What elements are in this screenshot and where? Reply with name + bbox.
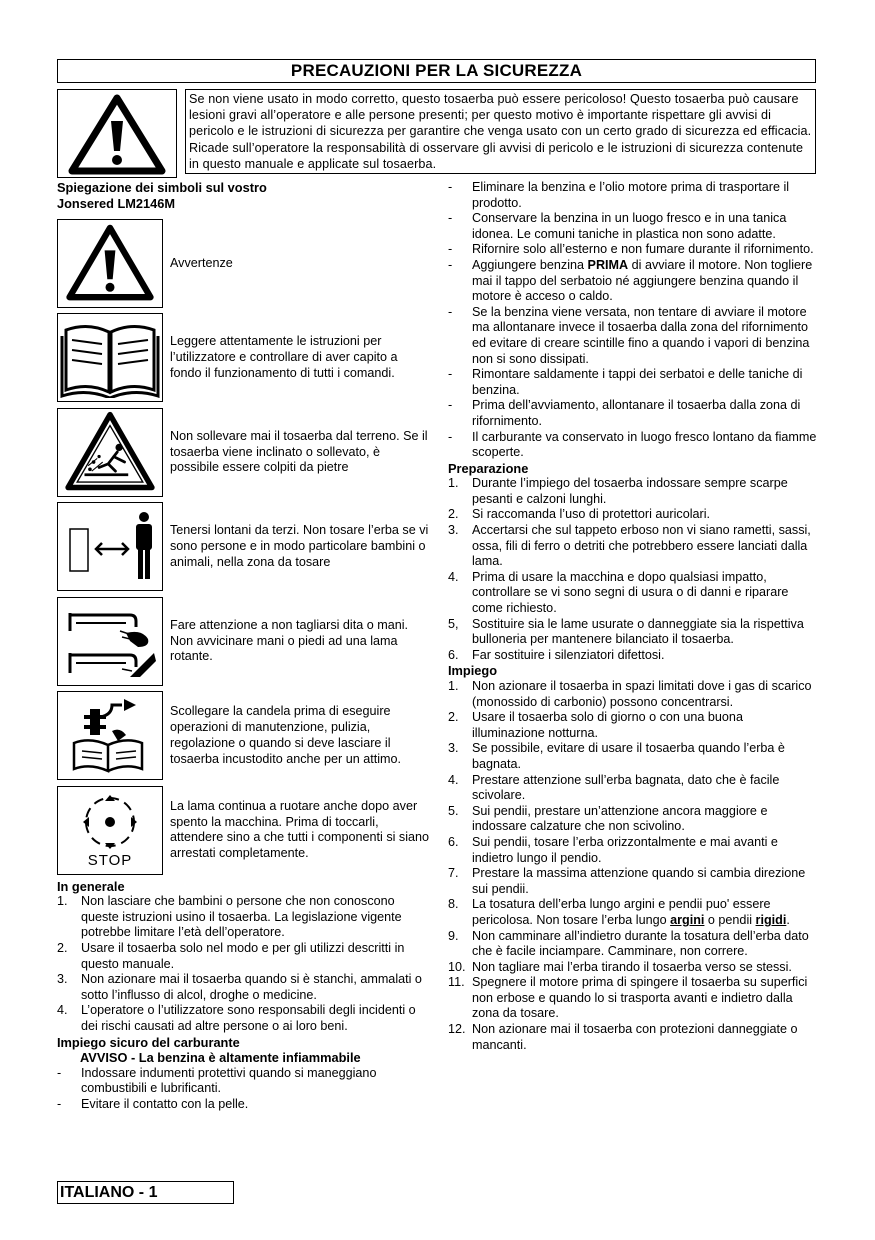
list-item: - Il carburante va conservato in luogo fresco lontano da fiamme scoperte. — [448, 429, 817, 460]
warning-triangle-icon — [67, 93, 167, 175]
list-item: - Eliminare la benzina e l’olio motore prima di trasportare il prodotto. — [448, 180, 790, 210]
warning-triangle-icon — [65, 223, 155, 303]
fuel-warning: AVVISO - La benzina è altamente infiammabile — [80, 1050, 361, 1066]
manual-book-icon — [60, 318, 160, 398]
symbol-row — [57, 689, 430, 784]
symbol-text: Fare attenzione a non tagliarsi dita o mani. Non avvicinare mani o piedi ad una lama rotante. — [170, 617, 409, 664]
right-column — [448, 180, 818, 1053]
list-item: 9. Non camminare all’indietro durante la tosatura dell’erba dato che è facile inciampare. Camminare, non correre. — [448, 928, 809, 959]
list-item: 5. Sui pendii, prestare un’attenzione ancora maggiore e indossare calzature che non scivolino. — [448, 803, 768, 834]
general-list — [57, 894, 430, 1034]
symbol-row — [57, 594, 430, 689]
list-item: 4. L’operatore o l’utilizzatore sono responsabili degli incidenti o dei rischi causati ad altre persone o ai loro beni. — [57, 1003, 416, 1034]
symbol-text: Avvertenze — [170, 255, 233, 270]
header-warning-icon — [57, 89, 177, 178]
list-item: - Se la benzina viene versata, non tentare di avviare il motore ma allontanare invece il tosaerba dalla zona del rifornimento ed evitare di creare scintille fino a quando i vapori di benzina non si sono dissipati. — [448, 304, 810, 366]
symbols-heading: Spiegazione dei simboli sul vostro Jonsered LM2146M — [57, 180, 267, 211]
list-item: 2. Usare il tosaerba solo nel modo e per gli utilizzi descritti in questo manuale. — [57, 941, 405, 971]
fuel-list-left — [57, 1066, 430, 1113]
page-footer: ITALIANO - 1 — [57, 1181, 234, 1204]
list-item: 1. Non azionare il tosaerba in spazi limitati dove i gas di scarico (monossido di carbonio) possono concentrarsi. — [448, 679, 812, 709]
list-item: 6. Far sostituire i silenziatori difettosi. — [448, 647, 665, 662]
list-item: 12. Non azionare mai il tosaerba con protezioni danneggiate o mancanti. — [448, 1022, 798, 1052]
list-item: 4. Prestare attenzione sull’erba bagnata, dato che è facile scivolare. — [448, 772, 780, 803]
list-item: 7. Prestare la massima attenzione quando si cambia direzione sui pendii. — [448, 866, 806, 896]
symbol-row — [57, 405, 430, 500]
symbol-text: Non sollevare mai il tosaerba dal terreno. Se il tosaerba viene inclinato o sollevato, è possibile essere colpiti da pietre — [170, 428, 428, 475]
list-item: - Prima dell’avviamento, allontanare il tosaerba dalla zona di rifornimento. — [448, 398, 801, 428]
use-heading: Impiego — [448, 663, 498, 679]
symbol-row — [57, 216, 430, 311]
list-item: 8. La tosatura dell’erba lungo argini e pendii puo' essere pericolosa. Non tosare l’erba lungo argini o pendii rigidi. — [448, 897, 790, 927]
list-item: - Evitare il contatto con la pelle. — [57, 1097, 249, 1111]
list-item: - Rifornire solo all’esterno e non fumare durante il rifornimento. — [448, 242, 814, 257]
fuel-heading: Impiego sicuro del carburante — [57, 1034, 240, 1050]
list-item: 1. Durante l’impiego del tosaerba indossare sempre scarpe pesanti e calzoni lunghi. — [448, 476, 788, 506]
list-item: 1. Non lasciare che bambini o persone che non conoscono queste istruzioni usino il tosaerba. La legislazione vigente potrebbe limitare l’età dell’operatore. — [57, 894, 402, 940]
list-item: - Indossare indumenti protettivi quando si maneggiano combustibili e lubrificanti. — [57, 1065, 377, 1096]
symbol-text: La lama continua a ruotare anche dopo aver spento la macchina. Prima di toccarli, attendere sino a che tutti i componenti si siano arrestati completamente. — [170, 798, 430, 861]
symbol-row — [57, 783, 430, 878]
list-item: 10. Non tagliare mai l’erba tirando il tosaerba verso se stessi. — [448, 959, 792, 974]
list-item: 2. Si raccomanda l’uso di protettori auricolari. — [448, 507, 710, 522]
symbol-text: Scollegare la candela prima di eseguire operazioni di manutenzione, pulizia, regolazione o quando si deve lasciare il tosaerba incustodito anche per un attimo. — [170, 704, 402, 766]
list-item: 4. Prima di usare la macchina e dopo qualsiasi impatto, controllare se vi sono segni di usura o di danni e riparare come richiesto. — [448, 569, 789, 616]
list-item: 3. Accertarsi che sul tappeto erboso non vi siano rametti, sassi, ossa, fili di ferro o detriti che potrebbero essere lanciati dalla lama. — [448, 523, 811, 569]
list-item: 3. Se possibile, evitare di usare il tosaerba quando l’erba è bagnata. — [448, 741, 785, 771]
list-item: - Aggiungere benzina PRIMA di avviare il motore. Non togliere mai il tappo del serbatoio né aggiungere benzina quando il motore è acceso o caldo. — [448, 257, 813, 304]
disconnect-plug-icon — [60, 695, 160, 777]
rotating-blade-stop-icon — [75, 791, 145, 853]
symbol-row — [57, 311, 430, 406]
left-column — [57, 180, 430, 1113]
list-item: 6. Sui pendii, tosare l’erba orizzontalmente e mai avanti e indietro lungo il pendio. — [448, 834, 778, 865]
list-item: - Conservare la benzina in un luogo fresco e in una tanica idonea. Le comuni taniche in plastica non sono adatte. — [448, 211, 787, 241]
preparation-heading: Preparazione — [448, 460, 529, 476]
stop-label: STOP — [87, 852, 133, 870]
general-heading: In generale — [57, 878, 125, 894]
symbol-text: Leggere attentamente le istruzioni per l’utilizzatore e controllare di aver capito a fondo il funzionamento di tutti i comandi. — [170, 334, 398, 380]
list-item: 11. Spegnere il motore prima di spingere il tosaerba su superfici non erbose e quando lo si trasporta avanti e indietro dalla zona da tosare. — [448, 975, 808, 1021]
fuel-list-right — [448, 180, 818, 461]
intro-text: Se non viene usato in modo corretto, questo tosaerba può essere pericoloso! Questo tosaerba può causare lesioni gravi all’operatore e alle persone presenti; per questo motivo è importante rispettare gli avvisi di pericolo e le istruzioni di sicurezza per garantire che venga usato con un certo grado di sicurezza ed efficacia. Ricade sull’operatore la responsabilità di osservare gli avvisi di pericolo e le istruzioni di sicurezza contenute in questo manuale e applicate sul tosaerba. — [185, 89, 816, 174]
list-item: 5, Sostituire sia le lame usurate o danneggiate sia la rispettiva bulloneria per mantenere bilanciato il tosaerba. — [448, 616, 804, 647]
blade-hazard-icon — [60, 601, 160, 681]
keep-distance-icon — [60, 507, 160, 587]
flying-objects-icon — [64, 411, 156, 493]
page-title: PRECAUZIONI PER LA SICUREZZA — [57, 59, 816, 83]
list-item: - Rimontare saldamente i tappi dei serbatoi e delle taniche di benzina. — [448, 367, 803, 397]
list-item: 3. Non azionare mai il tosaerba quando si è stanchi, ammalati o sotto l’influsso di alcol, droghe o medicine. — [57, 972, 422, 1002]
use-list — [448, 679, 818, 1053]
list-item: 2. Usare il tosaerba solo di giorno o con una buona illuminazione notturna. — [448, 710, 743, 740]
symbol-text: Tenersi lontani da terzi. Non tosare l’erba se vi sono persone e in modo particolare bambini o animali, nella zona da tosare — [170, 523, 429, 569]
symbol-row — [57, 500, 430, 595]
preparation-list — [448, 476, 818, 663]
